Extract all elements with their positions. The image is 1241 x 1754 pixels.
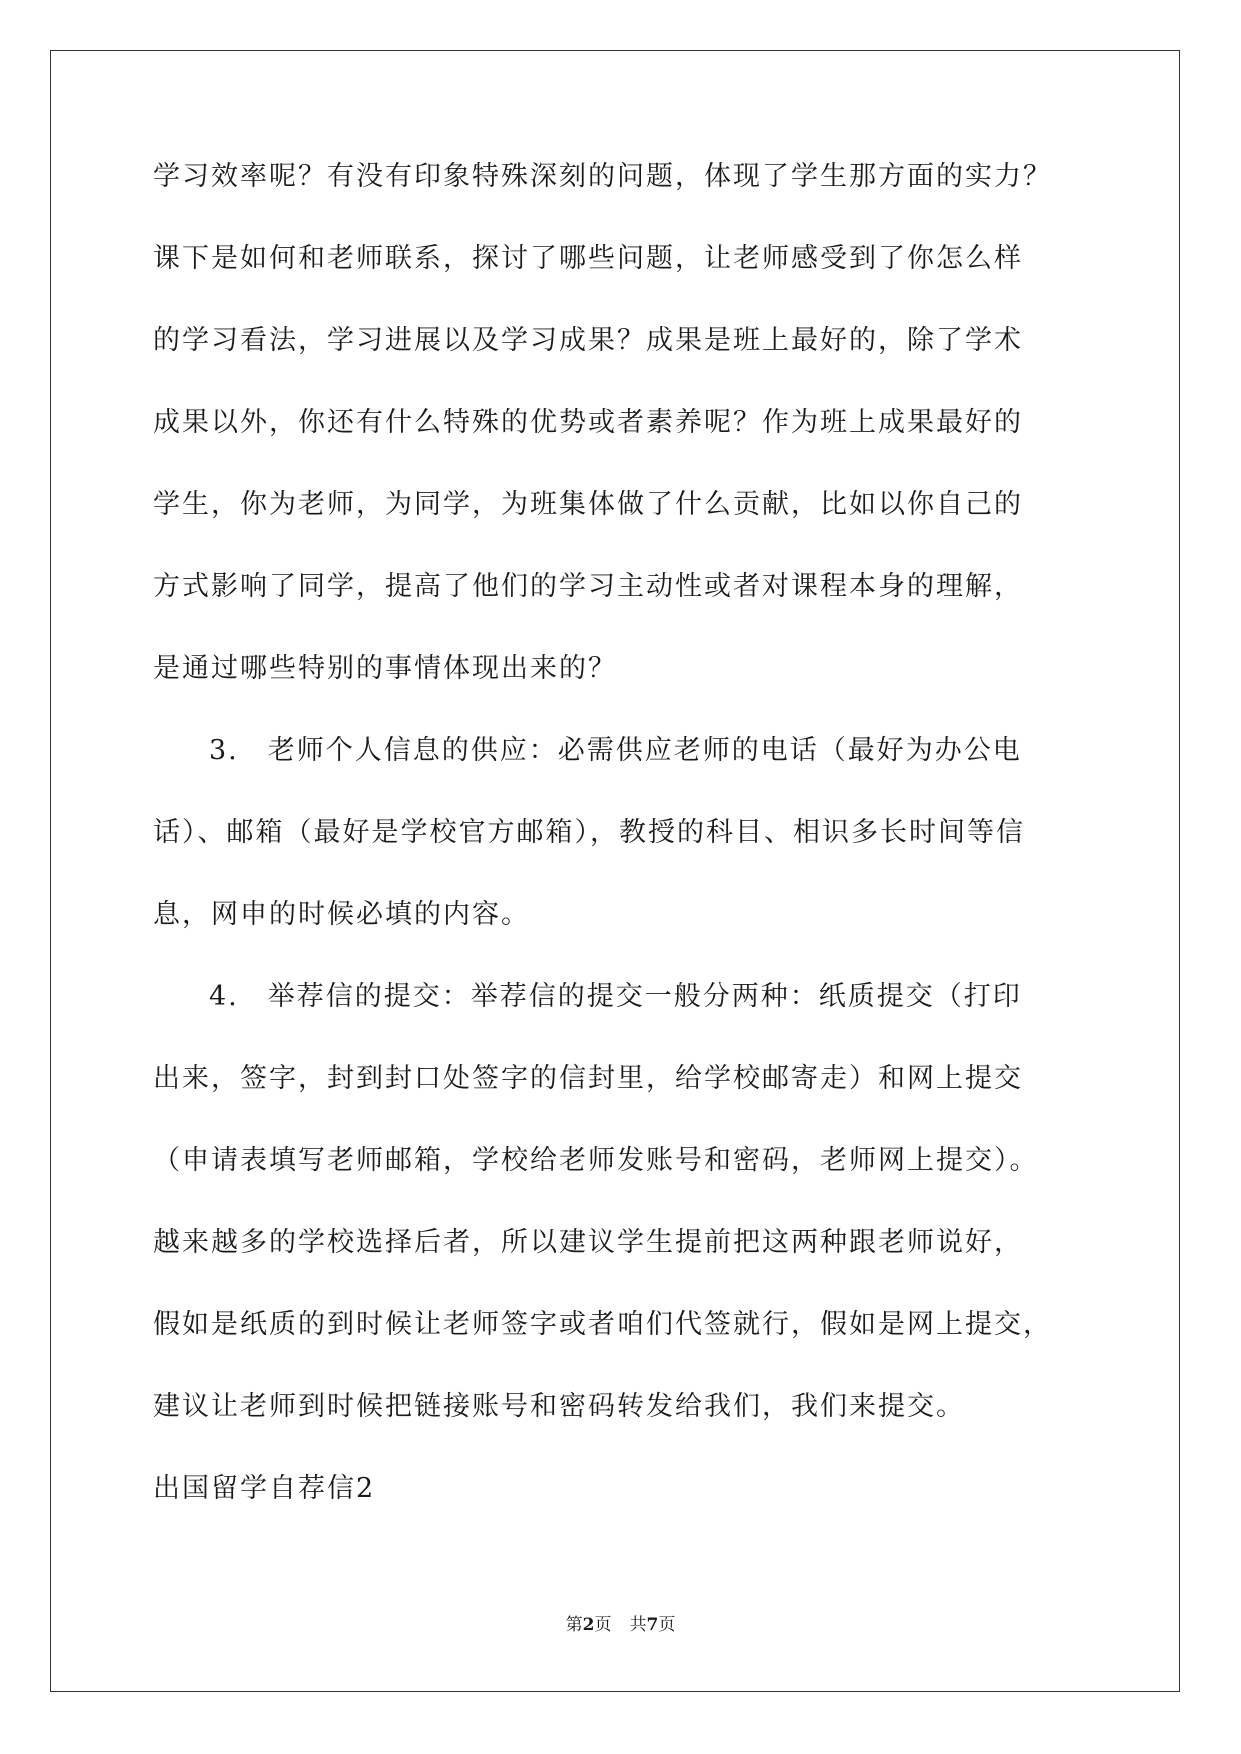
text-line: 学习效率呢？有没有印象特殊深刻的问题，体现了学生那方面的实力？ bbox=[153, 161, 1052, 192]
document-body bbox=[153, 160, 1093, 1554]
section-heading: 出国留学自荐信2 bbox=[153, 1473, 376, 1504]
list-item-3-line: 3. 老师个人信息的供应：必需供应老师的电话（最好为办公电 bbox=[209, 735, 1022, 766]
page-total: 7 bbox=[646, 1615, 659, 1635]
text-line: 学生，你为老师，为同学，为班集体做了什么贡献，比如以你自己的 bbox=[153, 489, 1023, 520]
total-prefix: 共 bbox=[629, 1615, 647, 1635]
text-line: （申请表填写老师邮箱，学校给老师发账号和密码，老师网上提交）。 bbox=[153, 1145, 1039, 1176]
page-suffix: 页 bbox=[594, 1615, 612, 1635]
text-line: 成果以外，你还有什么特殊的优势或者素养呢？作为班上成果最好的 bbox=[153, 407, 1023, 438]
text-line: 是通过哪些特别的事情体现出来的？ bbox=[153, 653, 617, 684]
text-line: 息，网申的时候必填的内容。 bbox=[153, 899, 530, 930]
text-line: 越来越多的学校选择后者，所以建议学生提前把这两种跟老师说好， bbox=[153, 1227, 1023, 1258]
page-prefix: 第 bbox=[565, 1615, 583, 1635]
list-item-4-line: 4. 举荐信的提交：举荐信的提交一般分两种：纸质提交（打印 bbox=[209, 981, 1022, 1012]
text-line: 建议让老师到时候把链接账号和密码转发给我们，我们来提交。 bbox=[153, 1391, 965, 1422]
text-line: 的学习看法，学习进展以及学习成果？成果是班上最好的，除了学术 bbox=[153, 325, 1023, 356]
text-line: 方式影响了同学，提高了他们的学习主动性或者对课程本身的理解， bbox=[153, 571, 1023, 602]
page-current: 2 bbox=[582, 1615, 595, 1635]
text-line: 话）、邮箱（最好是学校官方邮箱），教授的科目、相识多长时间等信 bbox=[153, 817, 1025, 848]
text-line: 出来，签字，封到封口处签字的信封里，给学校邮寄走）和网上提交 bbox=[153, 1063, 1023, 1094]
total-suffix: 页 bbox=[658, 1615, 676, 1635]
text-line: 假如是纸质的到时候让老师签字或者咱们代签就行，假如是网上提交， bbox=[153, 1309, 1052, 1340]
text-line: 课下是如何和老师联系，探讨了哪些问题，让老师感受到了你怎么样 bbox=[153, 243, 1023, 274]
page-footer bbox=[0, 1610, 1241, 1635]
